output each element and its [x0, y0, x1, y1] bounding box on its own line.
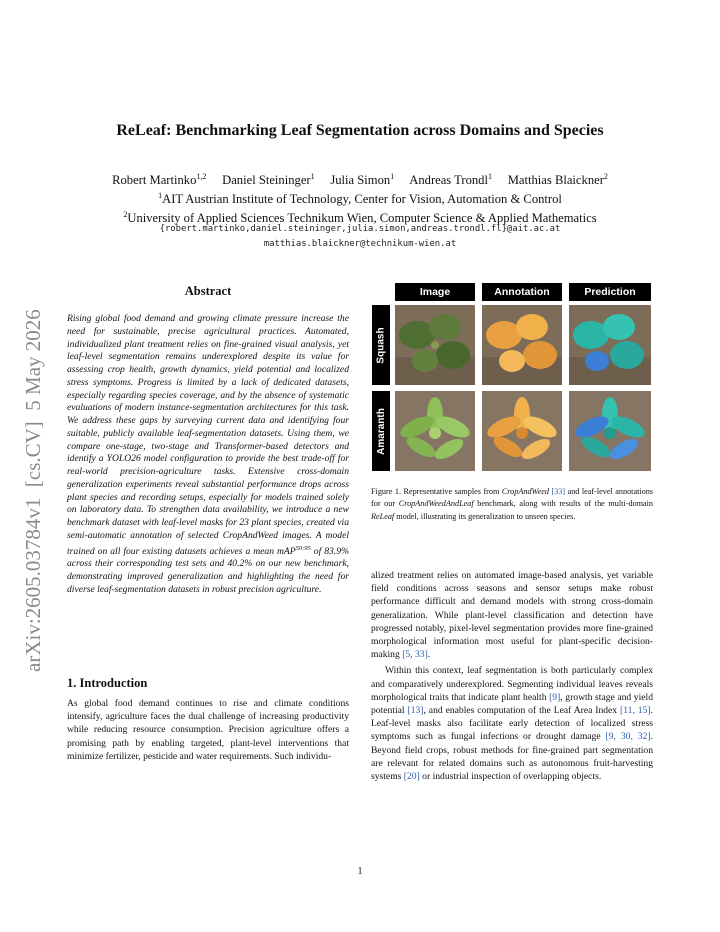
row-header-amaranth: Amaranth [372, 391, 390, 471]
citation-link[interactable]: [5, 33] [402, 649, 428, 661]
author: Andreas Trondl$^1$ [409, 172, 492, 188]
arxiv-stamp-text: arXiv:2605.03784v1 [cs.CV] 5 May 2026 [21, 309, 45, 672]
column-header-image: Image [395, 283, 475, 301]
squash-image [395, 305, 475, 385]
abstract-heading: Abstract [184, 284, 232, 298]
amaranth-prediction [569, 391, 651, 471]
citation-link[interactable]: [20] [403, 771, 420, 783]
amaranth-image [395, 391, 475, 471]
email-line[interactable]: matthias.blaickner@technikum-wien.at [263, 239, 457, 249]
squash-annotation [482, 305, 562, 385]
email-line[interactable]: {robert.martinko,daniel.steininger,julia.simon,andreas.trondl.fl}@ait.ac.at [159, 224, 561, 234]
citation-link[interactable]: [9, 30, 32] [605, 731, 651, 743]
figure-caption: Figure 1. Representative samples from CropAndWeed [33] and leaf-level annotations for our CropAndWeedAndLeaf benchmark, along with results of the multi-domain ReLeaf model, illustrating its generalization to unseen species. [371, 487, 653, 521]
affiliation: $^1$AIT Austrian Institute of Technology, Center for Vision, Automation & Control [158, 191, 562, 207]
column-header-prediction: Prediction [569, 283, 651, 301]
column-header-annotation: Annotation [482, 283, 562, 301]
paragraph: alized treatment relies on automated image-based analysis, yet variable field conditions across seasons and sensor setups make robust performance difficult and demand models with strong cross-domain generalization. While plant-level classification and detection have progressed notably, pixel-level segmentation provides more fine-grained morphological information most useful for plant-specific decision-making [5, 33]. [371, 570, 653, 661]
intro-paragraph: As global food demand continues to rise and climate conditions intensify, agriculture faces the dual challenge of increasing productivity while reducing resource consumption. Precision agriculture offers a promising path by enabling targeted, plant-level interventions that minimize fertilizer, pesticide and water requirements. Such individu- [67, 698, 349, 762]
citation-link[interactable]: [9] [549, 691, 561, 703]
figure-1 [371, 283, 653, 473]
page-number: 1 [357, 866, 363, 877]
amaranth-annotation [482, 391, 562, 471]
author-block [60, 169, 660, 227]
author-list [60, 169, 660, 188]
email-block [60, 222, 660, 252]
right-column-text [371, 569, 653, 783]
arxiv-stamp [8, 260, 58, 680]
citation-link[interactable]: [11, 15] [620, 705, 651, 717]
row-header-squash: Squash [372, 305, 390, 385]
author: Daniel Steininger$^1$ [222, 172, 315, 188]
abstract-body: Rising global food demand and growing climate pressure increase the need for sustainable, precise agricultural practices. Automated, individualized plant treatment relies on fine-grained visual analysis, yet leaf-level segmentation remains underexplored despite its value for assessing crop health, growth dynamics, yield potential and localized stress symptoms. Progress is limited by a lack of dedicated datasets, especially regarding species coverage, and by the absence of systematic evaluations of modern instance-segmentation architectures for this task. We address these gaps by surveying current data and identifying four suitable, publicly available leaf-segmentation datasets. Using them, we compare one-stage, two-stage and Transformer-based detectors and identify a YOLO26 model configuration to provide the best trade-off for real-world precision-agriculture tasks. Extensive cross-domain generalization experiments reveal substantial performance drops across plant species and recording setups, especially for models trained solely on laboratory data. To strengthen data availability, we introduce a new benchmark dataset with leaf-level masks for 23 plant species, created via semi-automatic annotation of selected CropAndWeed images. A model trained on all four existing datasets achieves a mean mAP$^{50:95}$ of 83.9% across their corresponding test sets and 40.2% on our new benchmark, demonstrating improved generalization and highlighting the need for diverse leaf-segmentation datasets in robust precision agriculture. [67, 313, 349, 595]
citation-link[interactable]: [13] [407, 705, 424, 717]
squash-prediction [569, 305, 651, 385]
author: Julia Simon$^1$ [330, 172, 395, 188]
affiliation: $^2$University of Applied Sciences Technikum Wien, Computer Science & Applied Mathematics [123, 210, 597, 226]
paragraph: Within this context, leaf segmentation is both particularly complex and comparatively underexplored. Segmenting individual leaves reveals morphological traits that indicate plant health [9], growth stage and yield potential [13], and enables computation of the Leaf Area Index [11, 15]. Leaf-level masks also facilitate early detection of localized stress symptoms such as fungal infections or drought damage [9, 30, 32]. Beyond field crops, robust methods for fine-grained part segmentation are relevant for related domains such as autonomous fruit-harvesting systems [20] or industrial inspection of overlapping objects. [371, 665, 653, 783]
citation-link[interactable]: [33] [551, 487, 566, 496]
author: Matthias Blaickner$^2$ [507, 172, 608, 188]
paper-title: ReLeaf: Benchmarking Leaf Segmentation across Domains and Species [116, 122, 604, 139]
author: Robert Martinko$^{1,2}$ [112, 172, 207, 188]
section-heading: 1. Introduction [67, 676, 148, 690]
